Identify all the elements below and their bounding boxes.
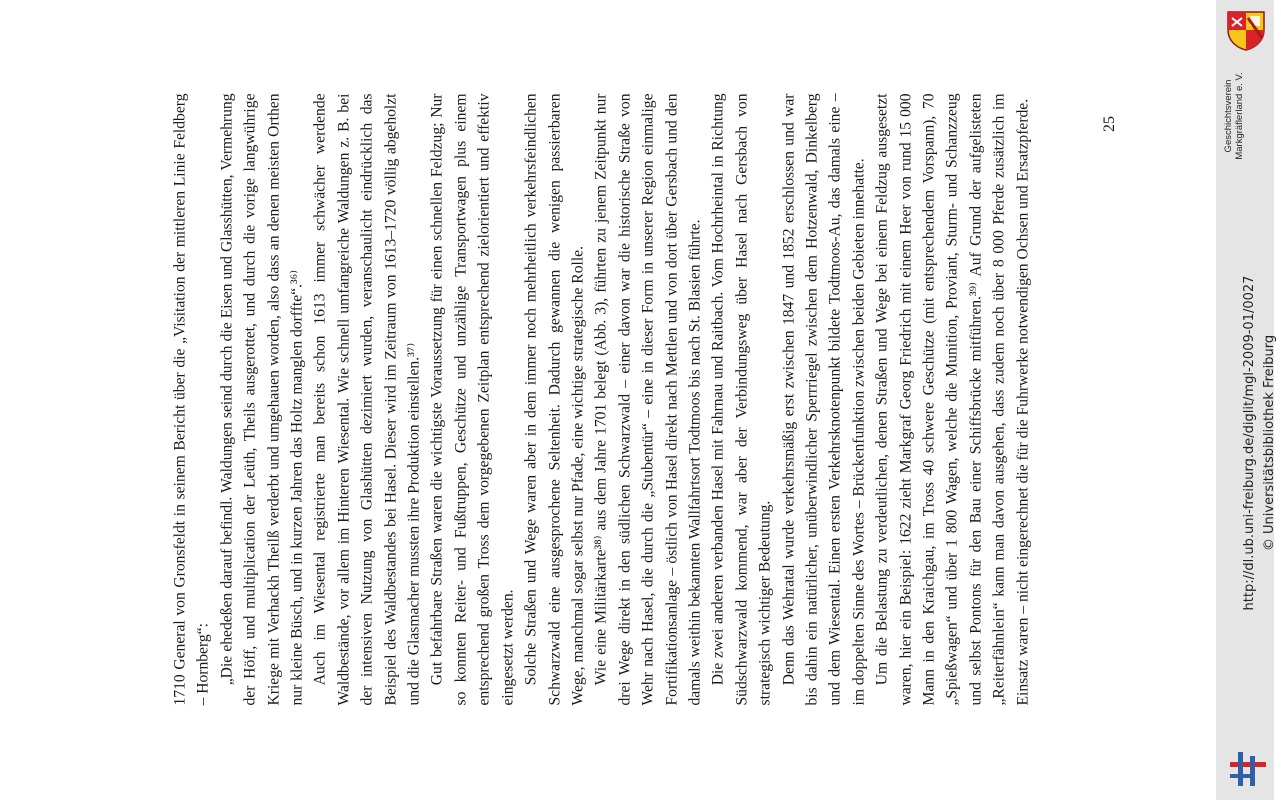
paragraph: Denn das Wehratal wurde verkehrsmäßig erst zwischen 1847 und 1852 erschlossen und war bis dahin ein natürlicher, unüberwindlicher Sperrriegel zwischen dem Hotzenwald, Dinkelberg und dem Wiesental. Einen ersten Verkehrsknotenpunkt bildete Todtmoos-Au, das damals eine – im doppelten Sinne des Wortes – Brückenfunktion zwischen beiden Gebieten innehatte. bbox=[780, 93, 868, 706]
society-name-line1: Geschichtsverein bbox=[1223, 79, 1234, 153]
quotation-paragraph: „Die ehedeßen darauf befindl. Waldungen seind durch die Eisen und Glasshütten, Vermehrung der Höff, und multiplication der Leüth, Theils ausgerottet, und durch die vorige langwührige Kriege mit Verhackh Theilß verderbt und umgehauen worden, also dass an denen meisten Orthen nur kleine Büsch, und in kurzen Jahren das Holtz manglen dorffte“.³⁶⁾ bbox=[218, 93, 306, 706]
society-name-line2: Markgräflerland e. V. bbox=[1234, 72, 1245, 160]
paragraph: Auch im Wiesental registrierte man bereits schon 1613 immer schwächer werdende Waldbestände, vor allem im Hinteren Wiesental. Wie schnell umfangreiche Waldungen z. B. bei der intensiven Nutzung von Glashütten dezimiert wurden, veranschaulicht eindrücklich das Beispiel des Waldbestandes bei Hasel. Dieser wird im Zeitraum von 1613–1720 völlig abgeholzt und die Glasmacher mussten ihre Produktion einstellen.³⁷⁾ bbox=[311, 93, 423, 706]
copyright-notice: © Universitätsbibliothek Freiburg bbox=[1262, 334, 1277, 552]
paragraph: Wie eine Militärkarte³⁸⁾ aus dem Jahre 1701 belegt (Abb. 3), führten zu jenem Zeitpunkt nur drei Wege direkt in den südlichen Schwarzwald – einer davon war die historische Straße von Wehr nach Hasel, die durch die „Stubentür“ – eine in dieser Form in unserer Region einmalige Fortifikationsanlage – östlich von Hasel direkt nach Mettlen und von dort über Gersbach und den damals weithin bekannten Wallfahrtsort Todtmoos bis nach St. Blasien führte. bbox=[592, 93, 704, 706]
book-page-text bbox=[165, 94, 1110, 706]
paragraph: Um die Belastung zu verdeutlichen, denen Straßen und Wege bei einem Feldzug ausgesetzt waren, hier ein Beispiel: 1622 zieht Markgraf Georg Friedrich mit einem Heer von rund 15 000 Mann in den Kraichgau, im Tross 40 schwere Geschütze (mit entsprechendem Vorspann), 70 „Spießwagen“ und über 1 800 Wagen, welche die Munition, Proviant, Sturm- und Schanzzeug und selbst Pontons für den Bau einer Schiffsbrücke mitführen.³⁹⁾ Auf Grund der aufgelisteten „Reiterfähnlein“ kann man davon ausgehen, dass zudem noch über 8 000 Pferde zusätzlich im Einsatz waren – nicht eingerechnet die für die Fuhrwerke notwendigen Ochsen und Ersatzpferde. bbox=[873, 93, 1032, 706]
ub-freiburg-logo-icon bbox=[1228, 746, 1268, 790]
paragraph: 1710 General von Gronsfeldt in seinem Bericht über die „Visitation der mittleren Linie Feldberg – Hornberg“: bbox=[171, 93, 212, 706]
paragraph: Gut befahrbare Straßen waren die wichtigste Voraussetzung für einen schnellen Feldzug; Nur so konnten Reiter- und Fußtruppen, Geschütze und unzählige Transportwagen plus einem entsprechend großen Tross dem vorgegebenen Zeitplan entsprechend zielorientiert und effektiv eingesetzt werden. bbox=[428, 93, 517, 706]
coat-of-arms-icon bbox=[1224, 8, 1268, 52]
society-name bbox=[1223, 56, 1251, 176]
permalink-url[interactable]: http://dl.ub.uni-freiburg.de/diglit/mgl-2009-01/0027 bbox=[1242, 275, 1257, 611]
paragraph: Solche Straßen und Wege waren aber in dem immer noch mehrheitlich verkehrsfeindlichen Schwarzwald eine ausgesprochene Seltenheit. Dadurch gewannen die wenigen passierbaren Wege, manchmal sogar selbst nur Pfade, eine wichtige strategische Rolle. bbox=[522, 93, 587, 706]
paragraph: Die zwei anderen verbanden Hasel mit Fahrnau und Raitbach. Vom Hochrheintal in Richtung Südschwarzwald kommend, war aber der Verbindungsweg über Hasel nach Gersbach von strategisch wichtiger Bedeutung. bbox=[709, 93, 774, 706]
page-number: 25 bbox=[1101, 116, 1118, 132]
